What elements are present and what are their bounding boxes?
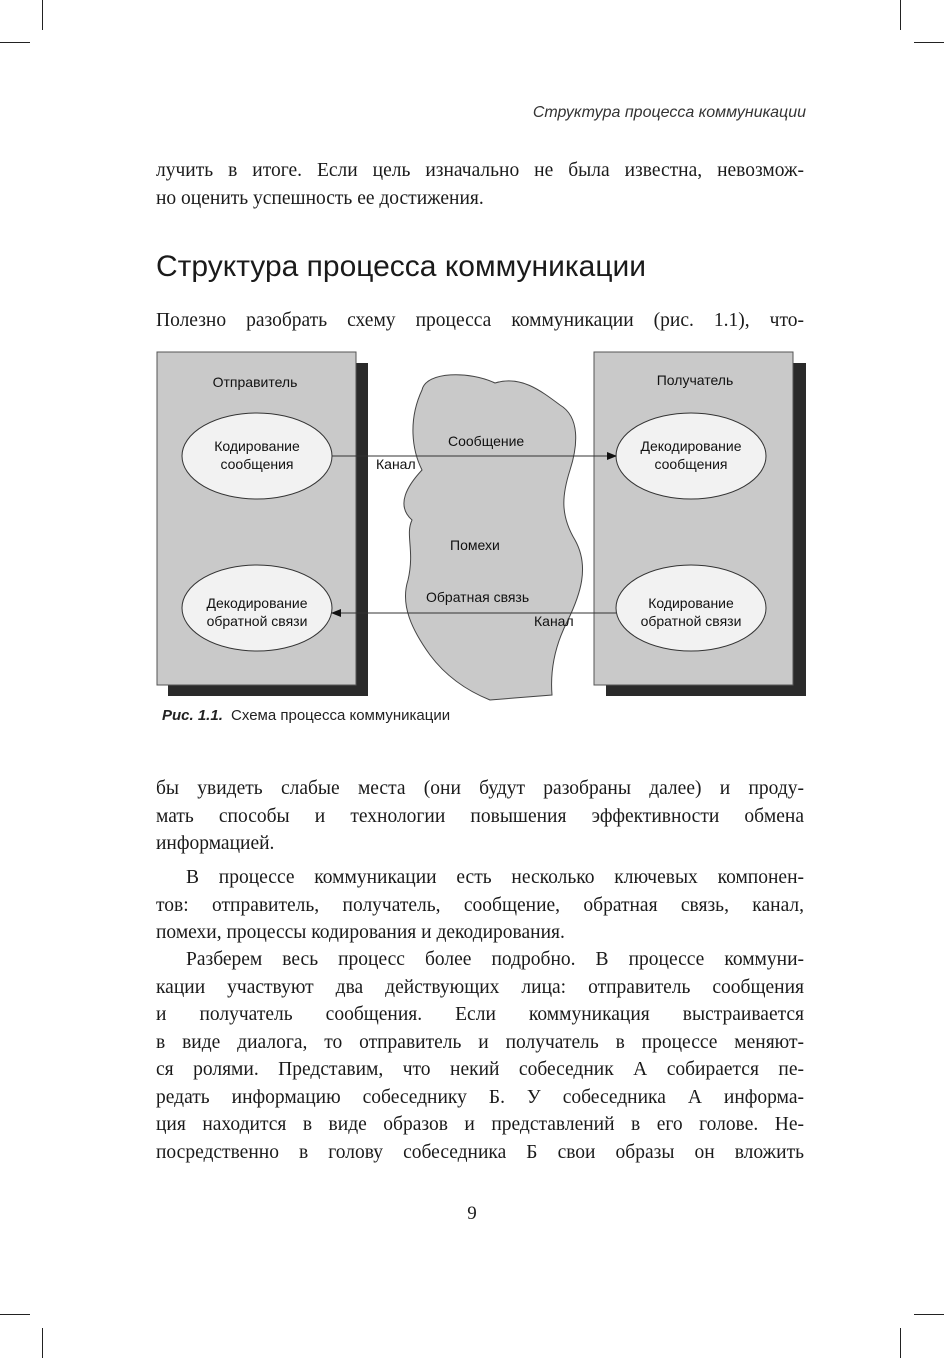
sender-title: Отправитель xyxy=(212,374,298,390)
text-line: редать информацию собеседнику Б. У собеседника А информа- xyxy=(156,1086,804,1108)
text-line: и получатель сообщения. Если коммуникация выстраивается xyxy=(156,1004,804,1025)
crop-mark xyxy=(0,1314,30,1315)
text-line: посредственно в голову собеседника Б свои образы он вложить xyxy=(156,1141,804,1163)
crop-mark xyxy=(42,0,43,30)
caption-label: Рис. 1.1. xyxy=(162,707,223,724)
caption-text: Схема процесса коммуникации xyxy=(231,707,451,724)
text-line: бы увидеть слабые места (они будут разобраны далее) и проду- xyxy=(156,778,804,799)
text-line: Полезно разобрать схему процесса коммуникации (рис. 1.1), что- xyxy=(156,310,804,331)
communication-diagram xyxy=(150,345,810,705)
lead-paragraph xyxy=(156,307,804,335)
text-line: мать способы и технологии повышения эффективности обмена xyxy=(156,805,804,827)
page-number: 9 xyxy=(467,1203,477,1224)
text-line: но оценить успешность ее достижения. xyxy=(156,187,484,209)
encode-feedback-label: Кодирование xyxy=(648,595,734,611)
crop-mark xyxy=(900,0,901,30)
receiver-title: Получатель xyxy=(656,372,734,388)
encode-message-label: сообщения xyxy=(220,456,294,472)
feedback-label: Обратная связь xyxy=(426,589,530,605)
decode-feedback-label: Декодирование xyxy=(206,595,308,611)
noise-label: Помехи xyxy=(450,537,500,553)
text-line: Разберем весь процесс более подробно. В процессе коммуни- xyxy=(186,949,804,970)
text-line: в виде диалога, то отправитель и получатель в процессе меняют- xyxy=(156,1031,804,1053)
text-line: кации участвуют два действующих лица: отправитель сообщения xyxy=(156,976,804,998)
channel-label-bottom: Канал xyxy=(534,613,574,629)
intro-paragraph xyxy=(156,157,804,212)
running-head: Структура процесса коммуникации xyxy=(532,104,806,121)
message-label: Сообщение xyxy=(448,433,525,449)
section-heading: Структура процесса коммуникации xyxy=(156,250,647,283)
crop-mark xyxy=(914,42,944,43)
text-line: лучить в итоге. Если цель изначально не была известна, невозмож- xyxy=(156,160,804,181)
decode-message-label: сообщения xyxy=(654,456,728,472)
crop-mark xyxy=(0,42,30,43)
paragraph-3 xyxy=(156,946,804,1166)
crop-mark xyxy=(914,1314,944,1315)
text-line: помехи, процессы кодирования и декодирования. xyxy=(156,922,565,943)
decode-message-label: Декодирование xyxy=(640,438,742,454)
encode-feedback-label: обратной связи xyxy=(640,613,742,629)
text-line: ся ролями. Представим, что некий собеседник А собирается пе- xyxy=(156,1059,804,1080)
paragraph-2 xyxy=(156,864,804,947)
text-line: ция находится в виде образов и представлений в его голове. Не- xyxy=(156,1114,804,1135)
channel-label-top: Канал xyxy=(376,456,416,472)
text-line: тов: отправитель, получатель, сообщение, обратная связь, канал, xyxy=(156,894,804,916)
figure-caption xyxy=(162,707,450,724)
text-line: информацией. xyxy=(156,833,275,854)
decode-feedback-label: обратной связи xyxy=(206,613,308,629)
encode-message-label: Кодирование xyxy=(214,438,300,454)
crop-mark xyxy=(900,1328,901,1358)
paragraph-1 xyxy=(156,775,804,858)
text-line: В процессе коммуникации есть несколько ключевых компонен- xyxy=(186,867,804,888)
crop-mark xyxy=(42,1328,43,1358)
